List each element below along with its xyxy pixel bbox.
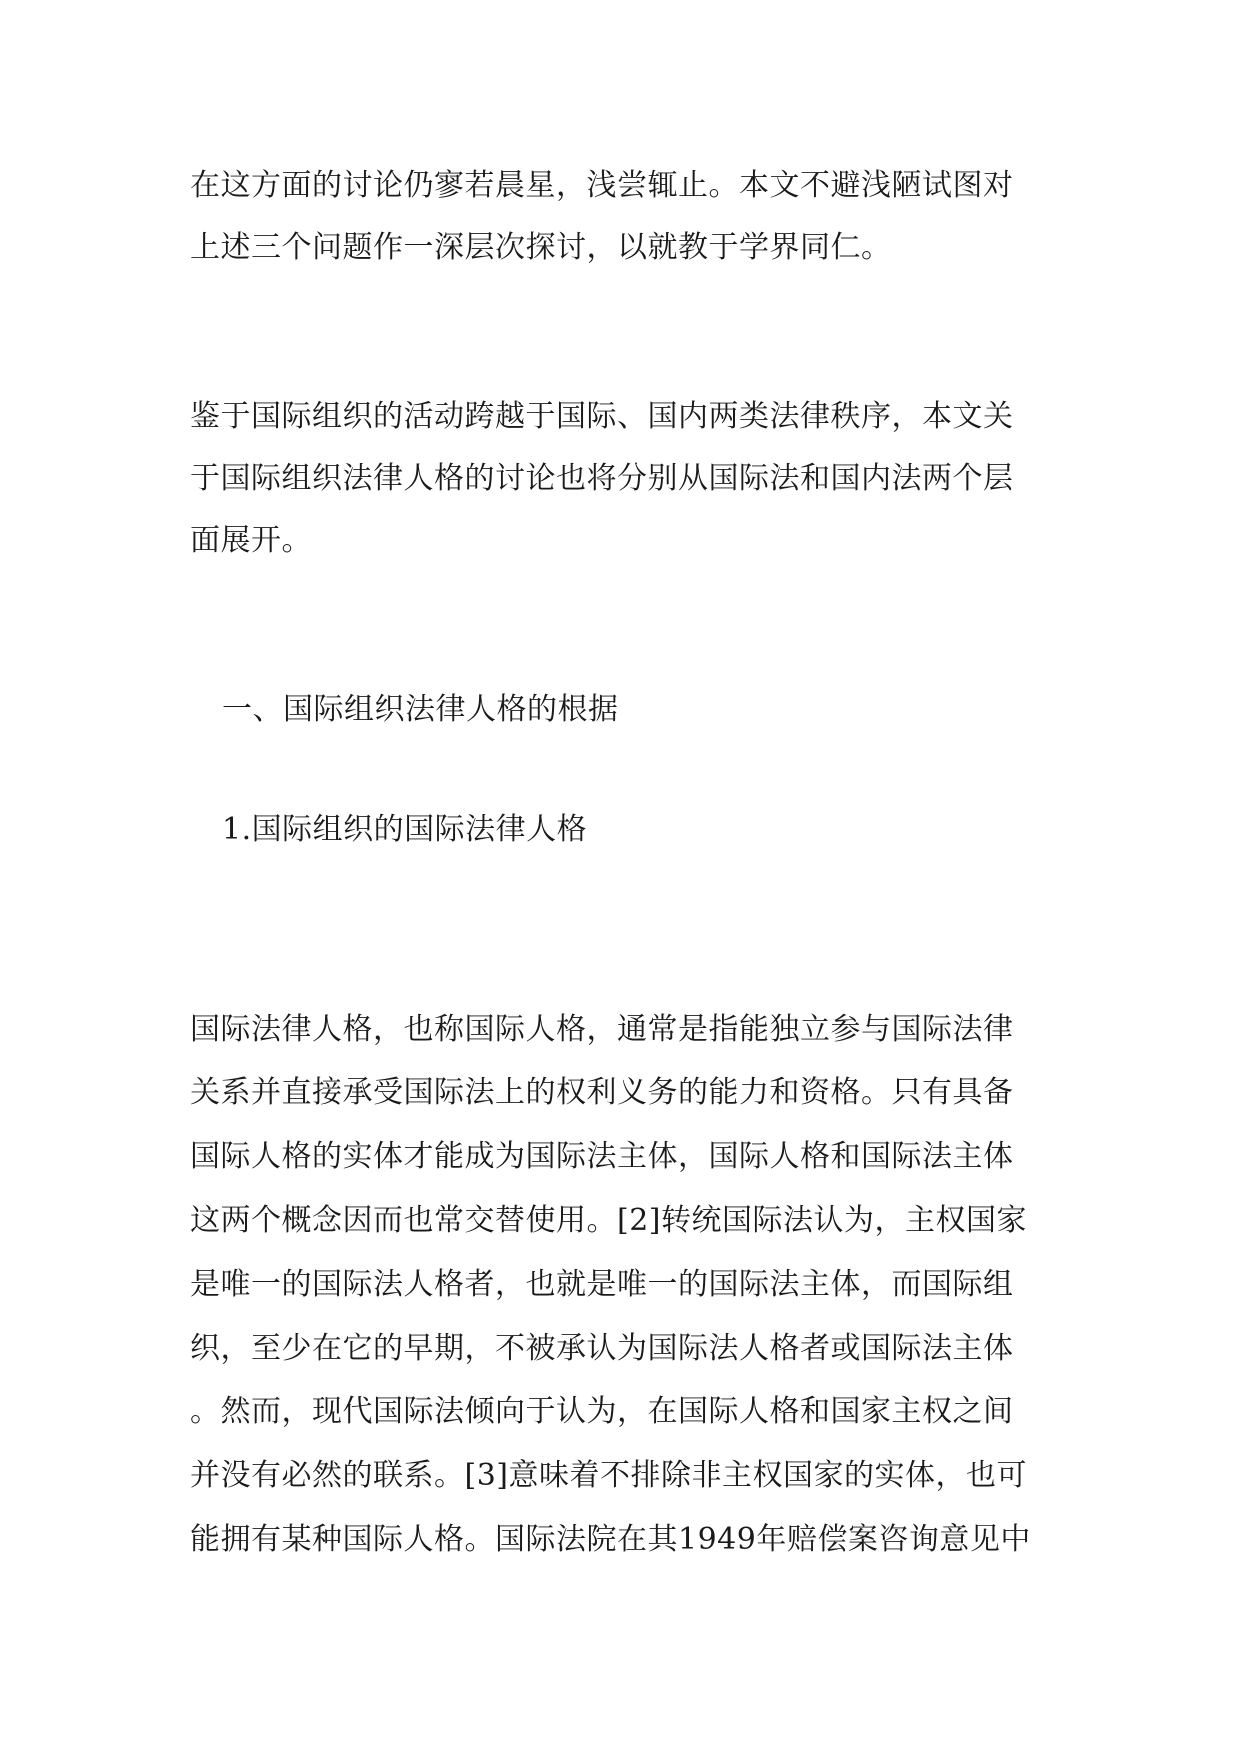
paragraph-3-line-8: 并没有必然的联系。[3]意味着不排除非主权国家的实体，也可 — [190, 1458, 1027, 1493]
paragraph-3-line-9: 能拥有某种国际人格。国际法院在其1949年赔偿案咨询意见中 — [190, 1522, 1031, 1557]
paragraph-2-line-1: 鉴于国际组织的活动跨越于国际、国内两类法律秩序，本文关 — [190, 399, 1014, 434]
paragraph-2-line-3: 面展开。 — [190, 523, 312, 558]
paragraph-2-line-2: 于国际组织法律人格的讨论也将分别从国际法和国内法两个层 — [190, 461, 1014, 496]
paragraph-3-line-3: 国际人格的实体才能成为国际法主体，国际人格和国际法主体 — [190, 1139, 1014, 1174]
paragraph-3-line-6: 织，至少在它的早期，不被承认为国际法人格者或国际法主体 — [190, 1331, 1014, 1366]
paragraph-3-line-7: 。然而，现代国际法倾向于认为，在国际人格和国家主权之间 — [190, 1394, 1014, 1429]
section-heading: 一、国际组织法律人格的根据 — [222, 692, 619, 727]
paragraph-1-line-2: 上述三个问题作一深层次探讨，以就教于学界同仁。 — [190, 230, 892, 265]
paragraph-1-line-1: 在这方面的讨论仍寥若晨星，浅尝辄止。本文不避浅陋试图对 — [190, 168, 1014, 203]
paragraph-3-line-4: 这两个概念因而也常交替使用。[2]转统国际法认为，主权国家 — [190, 1203, 1027, 1238]
paragraph-3-line-5: 是唯一的国际法人格者，也就是唯一的国际法主体，而国际组 — [190, 1267, 1014, 1302]
paragraph-3-line-1: 国际法律人格，也称国际人格，通常是指能独立参与国际法律 — [190, 1012, 1014, 1047]
subsection-heading: 1.国际组织的国际法律人格 — [222, 812, 588, 847]
paragraph-3-line-2: 关系并直接承受国际法上的权利义务的能力和资格。只有具备 — [190, 1075, 1014, 1110]
